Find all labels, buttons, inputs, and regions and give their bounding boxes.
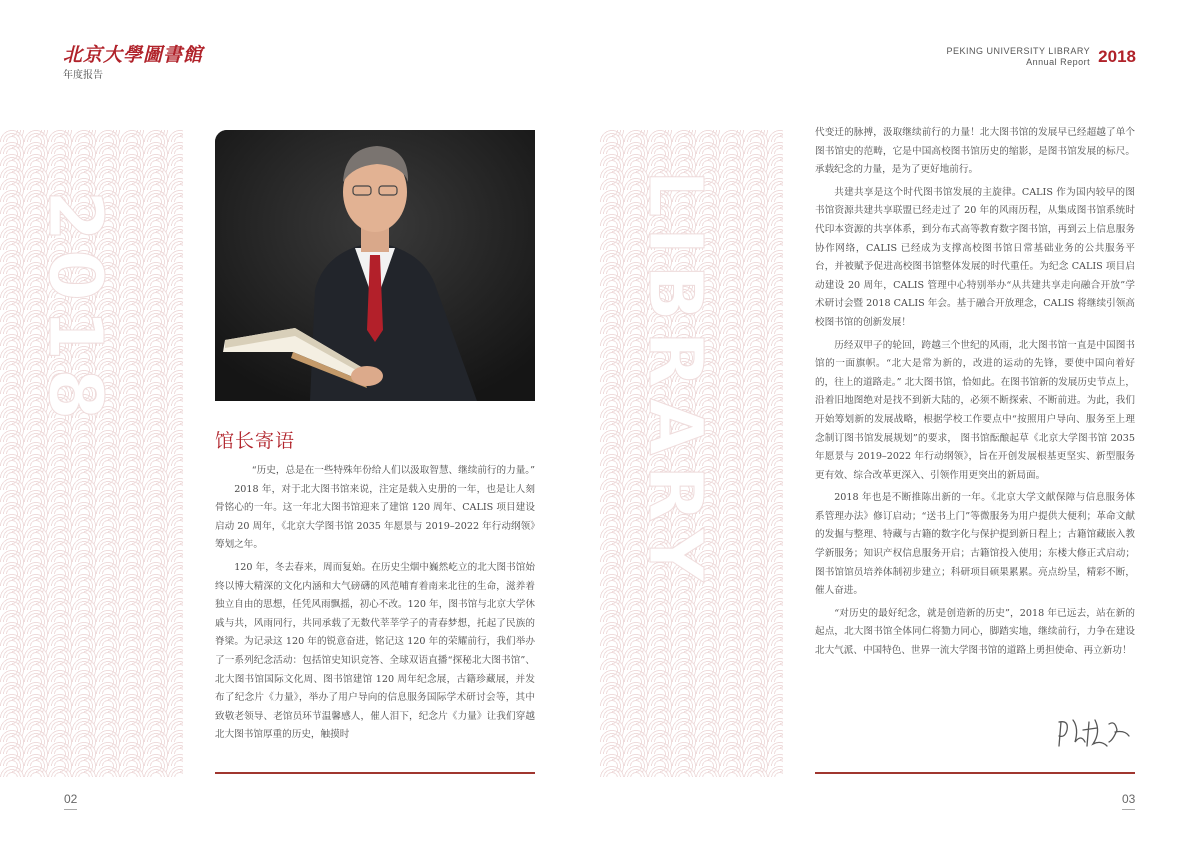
header-year: 2018	[1098, 47, 1136, 66]
header-en-line1: PEKING UNIVERSITY LIBRARY	[946, 46, 1091, 56]
body-paragraph: 共建共享是这个时代图书馆发展的主旋律。CALIS 作为国内较早的图书馆资源共建共享联盟已经走过了 20 年的风雨历程，从集成图书馆系统时代印本资源的共享体系，到分布式高等教育数字图书馆，再到云上信息服务协作网络，CALIS 已经成为支撑高校图书馆日常基础业务的公共服务平台，并被赋予促进高校图书馆整体发展的时代重任。为纪念 CALIS 项目启动建设 20 周年，CALIS 管理中心特别举办“从共建共享走向融合开放”学术研讨会暨 2018 CALIS 年会。基于融合开放理念，CALIS 将继续引领高校图书馆的创新发展！	[815, 186, 1135, 328]
body-paragraph: 2018 年也是不断推陈出新的一年。《北京大学文献保障与信息服务体系管理办法》修订启动；“送书上门”等微服务为用户提供大便利；革命文献的发掘与整理、特藏与古籍的数字化与保护提到新日程上；古籍馆藏嵌入教学新服务；知识产权信息服务开启；古籍馆投入使用；东楼大修正式启动；图书馆馆员培养体制初步建立；科研项目硕果累累。亮点纷呈，精彩不断，催人奋进。	[815, 492, 1135, 597]
body-paragraph: 2018 年，对于北大图书馆来说，注定是载入史册的一年，也是让人刻骨铭心的一年。这一年北大图书馆迎来了建馆 120 周年、CALIS 项目建设启动 20 周年，《北京大学图书馆 2035 年愿景与 2019–2022 年行动纲领》筹划之年。	[215, 483, 535, 551]
left-column-text	[215, 462, 535, 745]
portrait-illustration	[215, 130, 535, 401]
header-english	[946, 46, 1090, 68]
right-column-text	[815, 124, 1135, 661]
body-paragraph: 120 年，冬去春来，周而复始。在历史尘烟中巍然屹立的北大图书馆始终以博大精深的文化内涵和大气磅礴的风范哺育着南来北往的生命，滋养着独立自由的思想，任凭风雨飘摇，初心不改。120 年，图书馆与北京大学休戚与共，风雨同行，共同承载了无数代莘莘学子的青春梦想，托起了民族的脊梁。为记录这 120 年的锐意奋进，铭记这 120 年的荣耀前行，我们举办了一系列纪念活动：包括馆史知识竞答、全球双语直播“探秘北大图书馆”、北大图书馆国际文化周、图书馆建馆 120 周年纪念展，古籍珍藏展，并发布了纪念片《力量》，举办了用户导向的信息服务国际学术研讨会等，其中致敬老领导、老馆员环节温馨感人，催人泪下，纪念片《力量》让我们穿越北大图书馆厚重的历史，触摸时	[215, 561, 535, 741]
wave-pattern-left	[0, 130, 183, 777]
bottom-rule-left	[215, 772, 535, 774]
report-subtitle: 年度报告	[63, 70, 103, 81]
signature-image	[1055, 712, 1135, 752]
header-en-line2: Annual Report	[1026, 57, 1091, 67]
section-title: 馆长寄语	[215, 430, 296, 452]
body-paragraph: “对历史的最好纪念，就是创造新的历史”，2018 年已远去，站在新的起点，北大图书馆全体同仁将勠力同心，脚踏实地，继续前行，力争在建设北大气派、中国特色、世界一流大学图书馆的道路上勇担使命、再立新功！	[815, 607, 1135, 657]
header-right	[946, 46, 1136, 68]
body-paragraph: 代变迁的脉搏，汲取继续前行的力量！北大图书馆的发展早已经超越了单个图书馆史的范畴，它是中国高校图书馆历史的缩影，是图书馆发展的标尺。承载纪念的力量，是为了更好地前行。	[815, 127, 1135, 176]
director-photo	[215, 130, 535, 401]
body-paragraph: 历经双甲子的轮回，跨越三个世纪的风雨，北大图书馆一直是中国图书馆的一面旗帜。“北大是常为新的，改进的运动的先锋，要使中国向着好的，往上的道路走。” 北大图书馆，恰如此。在图书馆新的发展历史节点上，沿着旧地图绝对是找不到新大陆的，必须不断探索、不断前进。为此，我们开始筹划新的发展战略，根据学校工作要点中“按照用户导向、服务至上理念制订图书馆发展规划”的要求， 图书馆酝酿起草《北京大学图书馆 2035 年愿景与 2019–2022 年行动纲领》，旨在开创发展根基更坚实、新型服务更有效、综合改革更深入、引领作用更突出的新局面。	[815, 339, 1135, 481]
page-number-left: 02	[64, 792, 77, 810]
page-number-right: 03	[1122, 792, 1135, 810]
library-logo: 北京大學圖書館	[63, 44, 204, 66]
bottom-rule-right	[815, 772, 1135, 774]
wave-pattern-right	[600, 130, 783, 777]
opening-quote: “历史，总是在一些特殊年份给人们以汲取智慧、继续前行的力量。”	[251, 465, 535, 476]
vertical-year-text: 2018	[32, 190, 118, 428]
vertical-library-text: LIBRARY	[632, 170, 718, 592]
